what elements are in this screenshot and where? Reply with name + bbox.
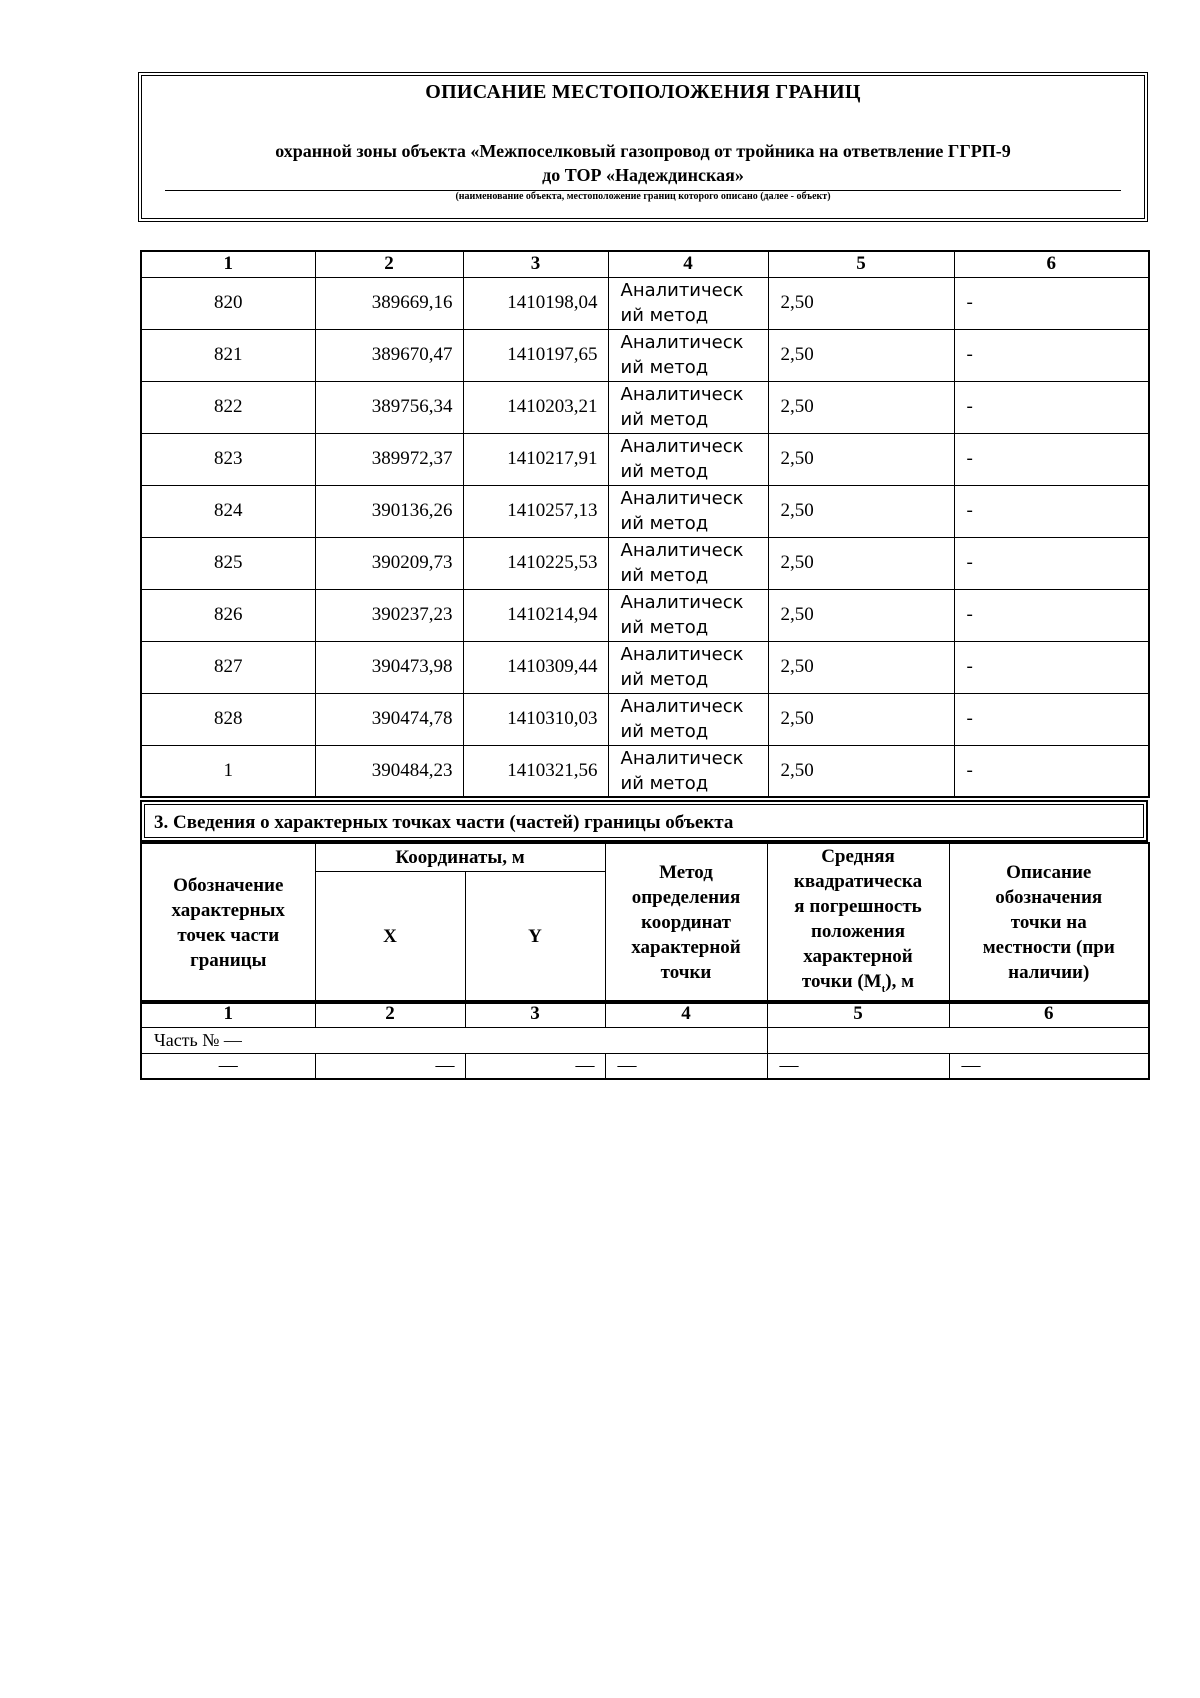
col-number: 1 <box>141 1001 315 1027</box>
method-line: Аналитическ <box>620 436 744 457</box>
header-text: ), м <box>885 971 915 992</box>
method-line: ий метод <box>620 617 709 638</box>
header-subscript: t <box>881 982 886 995</box>
point-number: 820 <box>141 277 315 329</box>
section-3-title: 3. Сведения о характерных точках части (частей) границы объекта <box>140 800 1148 842</box>
method-cell <box>608 537 768 589</box>
table-row <box>141 485 1149 537</box>
method-line: Аналитическ <box>620 540 744 561</box>
coord-y: 1410198,04 <box>463 277 608 329</box>
empty-cell: — <box>767 1053 949 1079</box>
method-cell <box>608 693 768 745</box>
part-row <box>141 1027 1149 1053</box>
coord-x: 390474,78 <box>315 693 463 745</box>
table-row <box>141 641 1149 693</box>
method-line: Аналитическ <box>620 696 744 717</box>
table-row <box>141 537 1149 589</box>
method-cell <box>608 277 768 329</box>
part-label: Часть № — <box>141 1027 767 1053</box>
method-cell <box>608 589 768 641</box>
empty-data-row <box>141 1053 1149 1079</box>
table-row <box>141 381 1149 433</box>
header-line <box>768 969 949 1002</box>
error-value: 2,50 <box>768 381 954 433</box>
header-line: определения <box>631 887 741 909</box>
point-number: 821 <box>141 329 315 381</box>
point-number: 826 <box>141 589 315 641</box>
designation-header <box>141 843 315 1003</box>
header-line: местности (при <box>982 937 1115 959</box>
col-number: 4 <box>605 1001 767 1027</box>
point-number: 827 <box>141 641 315 693</box>
coord-y: 1410214,94 <box>463 589 608 641</box>
section-3-data-table <box>140 1000 1150 1080</box>
point-description: - <box>954 745 1149 797</box>
header-line: Метод <box>659 862 713 884</box>
empty-cell: — <box>141 1053 315 1079</box>
header-line: я погрешность <box>794 896 922 917</box>
header-line: точки на <box>1010 912 1087 934</box>
point-description: - <box>954 433 1149 485</box>
coord-x: 390237,23 <box>315 589 463 641</box>
col-number: 3 <box>465 1001 605 1027</box>
method-cell <box>608 641 768 693</box>
header-line: границы <box>190 949 267 971</box>
coord-y: 1410257,13 <box>463 485 608 537</box>
coord-x: 389669,16 <box>315 277 463 329</box>
header-line: характерных <box>171 899 285 921</box>
method-cell <box>608 745 768 797</box>
col-number: 5 <box>768 251 954 277</box>
point-number: 825 <box>141 537 315 589</box>
coord-x: 389756,34 <box>315 381 463 433</box>
method-line: ий метод <box>620 721 709 742</box>
col-number: 2 <box>315 251 463 277</box>
point-number: 823 <box>141 433 315 485</box>
method-line: ий метод <box>620 565 709 586</box>
table-row <box>141 745 1149 797</box>
column-numbers-row <box>141 1001 1149 1027</box>
method-line: ий метод <box>620 461 709 482</box>
empty-cell: — <box>465 1053 605 1079</box>
error-value: 2,50 <box>768 693 954 745</box>
error-header <box>767 843 949 1003</box>
method-line: Аналитическ <box>620 384 744 405</box>
method-cell <box>608 329 768 381</box>
empty-cell: — <box>315 1053 465 1079</box>
point-description: - <box>954 485 1149 537</box>
header-line: точки <box>660 962 712 984</box>
point-description: - <box>954 693 1149 745</box>
header-line: Обозначение <box>173 874 284 896</box>
header-line: квадратическа <box>793 871 923 892</box>
coord-y: 1410203,21 <box>463 381 608 433</box>
col-number: 1 <box>141 251 315 277</box>
col-number: 3 <box>463 251 608 277</box>
coord-y: 1410309,44 <box>463 641 608 693</box>
point-number: 824 <box>141 485 315 537</box>
coord-y: 1410321,56 <box>463 745 608 797</box>
table-row <box>141 433 1149 485</box>
x-header: X <box>315 871 465 1003</box>
coord-x: 390473,98 <box>315 641 463 693</box>
point-description: - <box>954 537 1149 589</box>
point-number: 828 <box>141 693 315 745</box>
header-text: точки (M <box>801 971 882 992</box>
coord-y: 1410310,03 <box>463 693 608 745</box>
method-line: ий метод <box>620 513 709 534</box>
point-description: - <box>954 641 1149 693</box>
method-line: ий метод <box>620 357 709 378</box>
method-line: Аналитическ <box>620 592 744 613</box>
method-line: Аналитическ <box>620 488 744 509</box>
y-header: Y <box>465 871 605 1003</box>
error-value: 2,50 <box>768 329 954 381</box>
method-line: Аналитическ <box>620 644 744 665</box>
coord-x: 390209,73 <box>315 537 463 589</box>
point-description: - <box>954 329 1149 381</box>
table-row <box>141 277 1149 329</box>
method-header <box>605 843 767 1003</box>
error-value: 2,50 <box>768 589 954 641</box>
section-3-header-table <box>140 842 1150 1004</box>
points-table-body <box>141 277 1149 797</box>
header-line: наличии) <box>1008 962 1090 984</box>
method-line: ий метод <box>620 669 709 690</box>
empty-cell: — <box>949 1053 1149 1079</box>
col-number: 6 <box>954 251 1149 277</box>
document-header <box>138 72 1148 222</box>
point-description: - <box>954 277 1149 329</box>
part-empty-cell <box>767 1027 1149 1053</box>
object-name-line1: охранной зоны объекта «Межпоселковый газопровод от тройника на ответвление ГГРП-9 <box>275 141 1011 161</box>
header-line: координат <box>641 912 731 934</box>
points-table <box>140 250 1150 798</box>
method-line: Аналитическ <box>620 332 744 353</box>
table-row <box>141 693 1149 745</box>
empty-cell: — <box>605 1053 767 1079</box>
table-row <box>141 329 1149 381</box>
coord-y: 1410197,65 <box>463 329 608 381</box>
error-value: 2,50 <box>768 745 954 797</box>
error-value: 2,50 <box>768 433 954 485</box>
object-name <box>139 139 1147 187</box>
document-title: ОПИСАНИЕ МЕСТОПОЛОЖЕНИЯ ГРАНИЦ <box>425 81 861 103</box>
header-line: Средняя <box>821 846 895 867</box>
column-numbers-row <box>141 251 1149 277</box>
method-cell <box>608 381 768 433</box>
coordinates-header: Координаты, м <box>315 843 605 871</box>
error-value: 2,50 <box>768 485 954 537</box>
method-line: Аналитическ <box>620 280 744 301</box>
object-name-caption: (наименование объекта, местоположение границ которого описано (далее - объект) <box>455 191 831 202</box>
error-value: 2,50 <box>768 537 954 589</box>
coord-y: 1410225,53 <box>463 537 608 589</box>
error-value: 2,50 <box>768 641 954 693</box>
method-line: ий метод <box>620 305 709 326</box>
col-number: 6 <box>949 1001 1149 1027</box>
header-line: Описание <box>1006 862 1092 884</box>
method-cell <box>608 433 768 485</box>
description-header <box>949 843 1149 1003</box>
table-row <box>141 589 1149 641</box>
point-number: 1 <box>141 745 315 797</box>
coord-y: 1410217,91 <box>463 433 608 485</box>
header-line: положения <box>810 921 906 942</box>
point-description: - <box>954 381 1149 433</box>
coord-x: 390484,23 <box>315 745 463 797</box>
error-value: 2,50 <box>768 277 954 329</box>
point-number: 822 <box>141 381 315 433</box>
method-cell <box>608 485 768 537</box>
header-line: характерной <box>631 937 741 959</box>
header-line: обозначения <box>995 887 1103 909</box>
method-line: ий метод <box>620 772 709 794</box>
object-name-line2: до ТОР «Надеждинская» <box>542 165 744 185</box>
coord-x: 390136,26 <box>315 485 463 537</box>
coord-x: 389670,47 <box>315 329 463 381</box>
header-line: характерной <box>803 946 913 967</box>
col-number: 2 <box>315 1001 465 1027</box>
method-line: Аналитическ <box>620 747 744 769</box>
coord-x: 389972,37 <box>315 433 463 485</box>
point-description: - <box>954 589 1149 641</box>
header-line: точек части <box>177 924 280 946</box>
col-number: 4 <box>608 251 768 277</box>
col-number: 5 <box>767 1001 949 1027</box>
method-line: ий метод <box>620 409 709 430</box>
